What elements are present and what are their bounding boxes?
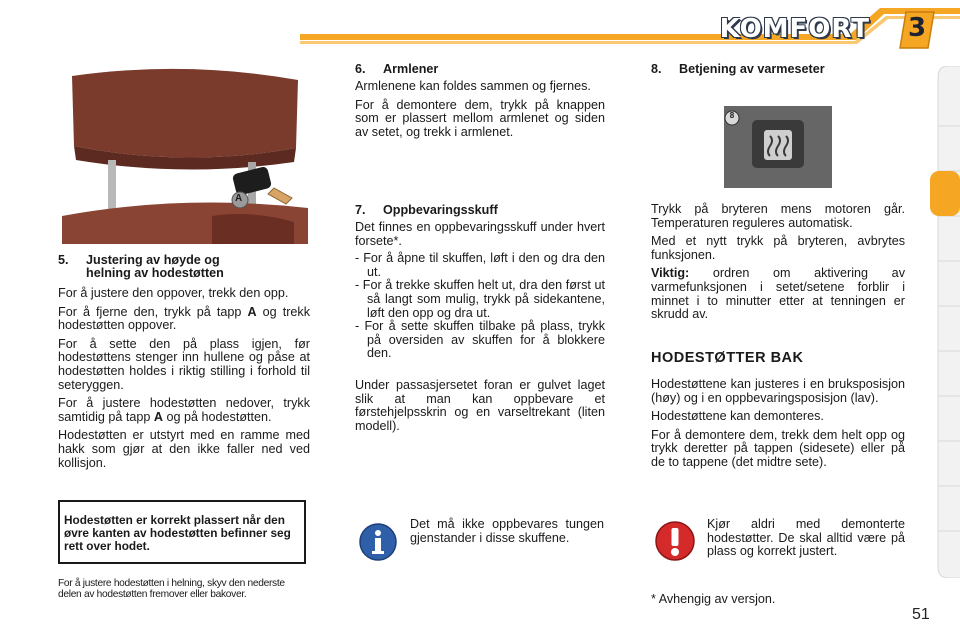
- warning-note-text: Kjør aldri med demonterte hodestøtter. De skal alltid være på plass og korrekt justert.: [707, 517, 905, 559]
- section-5-p1: For å justere den oppover, trekk den opp.: [58, 286, 289, 300]
- section-8-p1: Trykk på bryteren mens motoren går. Temperaturen reguleres automatisk.: [651, 202, 905, 230]
- page-number: 51: [912, 606, 930, 623]
- section-8-p2: Med et nytt trykk på bryteren, avbrytes funksjonen.: [651, 234, 905, 262]
- footnote: * Avhengig av versjon.: [651, 592, 776, 606]
- section-5-number: 5.: [58, 253, 69, 267]
- section-5-p2: For å fjerne den, trykk på tapp A og trekk hodestøtten oppover.: [58, 304, 311, 333]
- section-6-p2: For å demontere dem, trykk på knappen som er plassert mellom armlenet og siden av setet, og trekk i armlenet.: [355, 97, 605, 139]
- chapter-title: KOMFORT: [719, 14, 870, 44]
- info-icon: [358, 522, 398, 562]
- warning-icon: [654, 520, 696, 562]
- headrest-photo: [62, 66, 308, 244]
- photo-badge-8: 8: [729, 111, 735, 120]
- section-7: [355, 204, 605, 433]
- rear-headrests-p1: Hodestøttene kan justeres i en bruksposisjon (høy) og i en oppbevaringsposisjon (lav).: [651, 377, 905, 405]
- rear-headrests-p3: For å demontere dem, trekk dem helt opp og trykk deretter på tappen (sidesete) eller på de to tappene (det midtre sete).: [651, 427, 905, 469]
- info-note-text: Det må ikke oppbevares tungen gjenstander i disse skuffene.: [410, 517, 604, 545]
- section-6-p1: Armlenene kan foldes sammen og fjernes.: [355, 79, 591, 93]
- rear-headrests-title: HODESTØTTER BAK: [651, 350, 804, 366]
- section-8-heading-row: [651, 63, 905, 77]
- section-6-number: 6.: [355, 62, 366, 76]
- section-6: [355, 63, 605, 139]
- chapter-number: 3: [907, 13, 927, 43]
- notice-box: Hodestøtten er korrekt plassert når den øvre kanten av hodestøtten befinner seg rett over hodet.: [58, 500, 306, 564]
- photo-caption: For å justere hodestøtten i helning, skyv den nederste delen av hodestøtten fremover eller bakover.: [58, 578, 285, 600]
- section-6-heading: Armlener: [383, 62, 439, 76]
- section-5-heading-line2: helning av hodestøtten: [86, 266, 224, 280]
- section-7-heading: Oppbevaringsskuff: [383, 203, 498, 217]
- section-7-p1: Det finnes en oppbevaringsskuff under hvert forsete*.: [355, 220, 605, 248]
- section-8-heading: Betjening av varmeseter: [679, 62, 825, 76]
- section-5-p5: Hodestøtten er utstyrt med en ramme med hakk som gjør at den ikke faller ned ved kollisjon.: [58, 428, 310, 470]
- list-item: - For å åpne til skuffen, løft i den og dra den ut.: [355, 251, 605, 279]
- section-7-number: 7.: [355, 203, 366, 217]
- section-5-p3: For å sette den på plass igjen, før hodestøttens stenger inn hullene og påse at hodestøtten holdes i riktig stilling i forhold til seteryggen.: [58, 336, 310, 392]
- callout-a: A: [235, 193, 243, 204]
- section-8-number: 8.: [651, 62, 662, 76]
- rear-headrests-body: [651, 378, 905, 470]
- section-8-p3: Viktig: ordren om aktivering av varmefunksjonen i setet/setene forblir i minnet i to minutter etter at tenningen er skrudd av.: [651, 266, 905, 322]
- list-item: - For å sette skuffen tilbake på plass, trykk på oversiden av skuffen for å blokkere den.: [355, 319, 605, 361]
- section-5-heading-line1: Justering av høyde og: [86, 253, 220, 267]
- section-7-p2: Under passasjersetet foran er gulvet laget slik at man kan oppbevare et førstehjelpsskrin og en varseltrekant (liten modell).: [355, 377, 605, 433]
- chapter-tabs: [926, 66, 960, 578]
- section-5: [58, 254, 310, 470]
- section-7-list: [355, 252, 605, 361]
- list-item: - For å trekke skuffen helt ut, dra den først ut så langt som mulig, trykk på sidekantene, løft den opp og dra ut.: [355, 278, 605, 320]
- section-8-body: [651, 203, 905, 322]
- section-5-p4: For å justere hodestøtten nedover, trykk samtidig på tapp A og på hodestøtten.: [58, 396, 310, 424]
- heated-seat-switch-photo: [724, 106, 832, 188]
- rear-headrests-p2: Hodestøttene kan demonteres.: [651, 409, 824, 424]
